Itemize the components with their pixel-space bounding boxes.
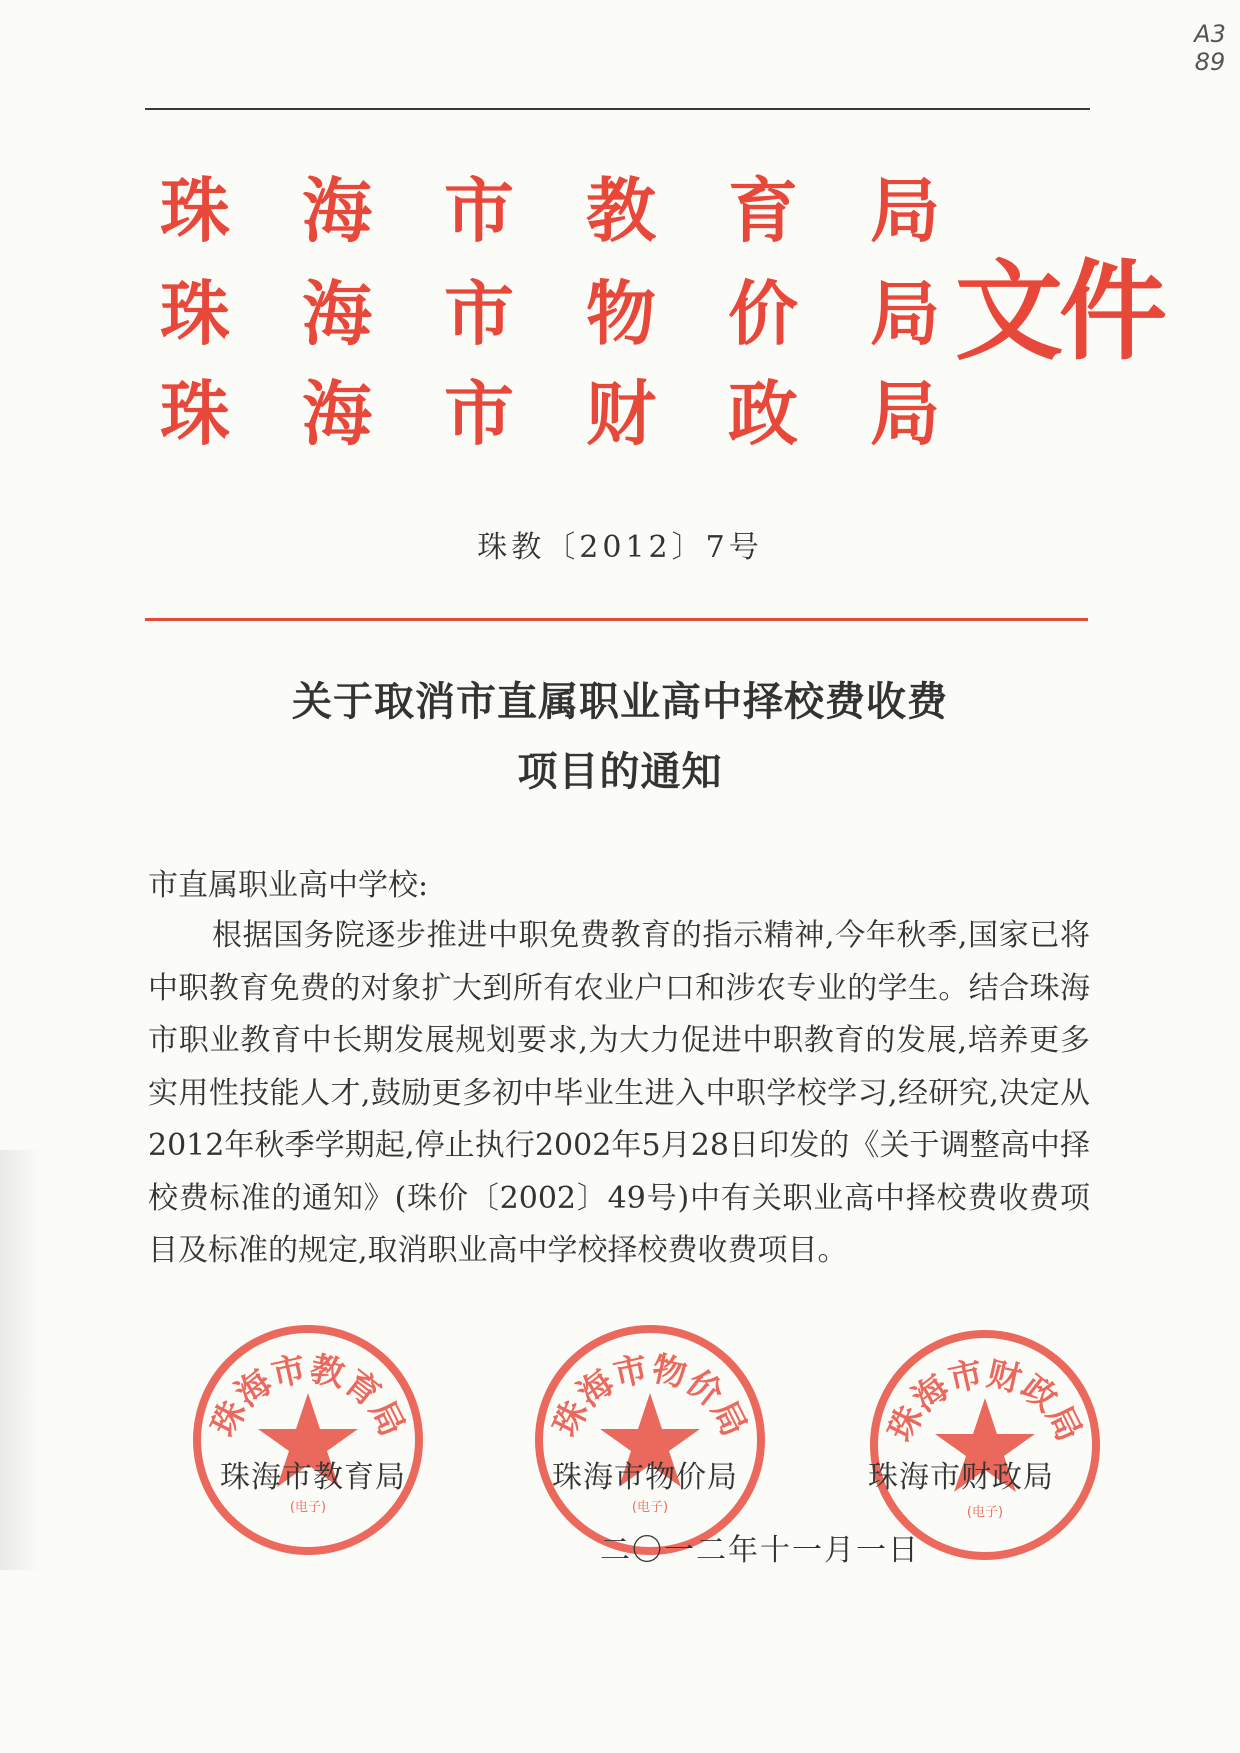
header-char: 海	[302, 372, 372, 455]
header-char: 珠	[160, 272, 230, 355]
document-title-line-1: 关于取消市直属职业高中择校费收费	[292, 678, 948, 725]
header-char: 市	[444, 372, 514, 455]
seal-text: 珠海市财政局	[880, 1353, 1090, 1448]
header-char: 价	[728, 272, 798, 355]
handwritten-mark: A3 89	[1194, 20, 1226, 76]
header-char: 育	[728, 169, 798, 252]
signature-price-bureau: 珠海市物价局	[552, 1460, 738, 1495]
header-char: 局	[870, 272, 940, 355]
header-char: 珠	[160, 372, 230, 455]
signature-finance-bureau: 珠海市财政局	[868, 1460, 1054, 1495]
document-title-line-2: 项目的通知	[517, 748, 723, 795]
header-char: 珠	[160, 169, 230, 252]
seal-text: 珠海市教育局	[203, 1348, 413, 1443]
seal-education-bureau	[193, 1325, 423, 1555]
salutation: 市直属职业高中学校:	[148, 868, 429, 903]
header-row-education	[150, 155, 950, 252]
header-suffix: 文件	[955, 249, 1164, 375]
header-char: 教	[586, 169, 656, 252]
issue-date: 二〇一二年十一月一日	[600, 1533, 920, 1568]
header-char: 海	[302, 272, 372, 355]
header-char: 财	[586, 372, 656, 455]
document-number: 珠教〔2012〕7号	[477, 530, 763, 565]
scan-edge-shadow	[0, 1150, 40, 1570]
header-row-price	[150, 258, 950, 355]
seal-text: 珠海市物价局	[545, 1348, 755, 1443]
signature-education-bureau: 珠海市教育局	[220, 1460, 406, 1495]
header-char: 局	[870, 372, 940, 455]
header-char: 市	[444, 169, 514, 252]
header-char: 市	[444, 272, 514, 355]
body-text	[148, 910, 1090, 1278]
header-char: 局	[870, 169, 940, 252]
red-separator	[145, 618, 1088, 621]
body-paragraph: 根据国务院逐步推进中职免费教育的指示精神,今年秋季,国家已将中职教育免费的对象扩大到所有农业户口和涉农专业的学生。结合珠海市职业教育中长期发展规划要求,为大力促进中职教育的发展,培养更多实用性技能人才,鼓励更多初中毕业生进入中职学校学习,经研究,决定从2012年秋季学期起,停止执行2002年5月28日印发的《关于调整高中择校费标准的通知》(珠价〔2002〕49号)中有关职业高中择校费收费项目及标准的规定,取消职业高中学校择校费收费项目。	[148, 918, 1090, 1268]
top-rule	[145, 108, 1090, 110]
seal-sub: (电子)	[289, 1500, 327, 1515]
seal-sub: (电子)	[966, 1505, 1004, 1520]
header-row-finance	[150, 358, 950, 455]
header-char: 物	[586, 272, 656, 355]
header-char: 政	[728, 372, 798, 455]
header-char: 海	[302, 169, 372, 252]
seal-sub: (电子)	[631, 1500, 669, 1515]
seal-price-bureau	[535, 1325, 765, 1555]
